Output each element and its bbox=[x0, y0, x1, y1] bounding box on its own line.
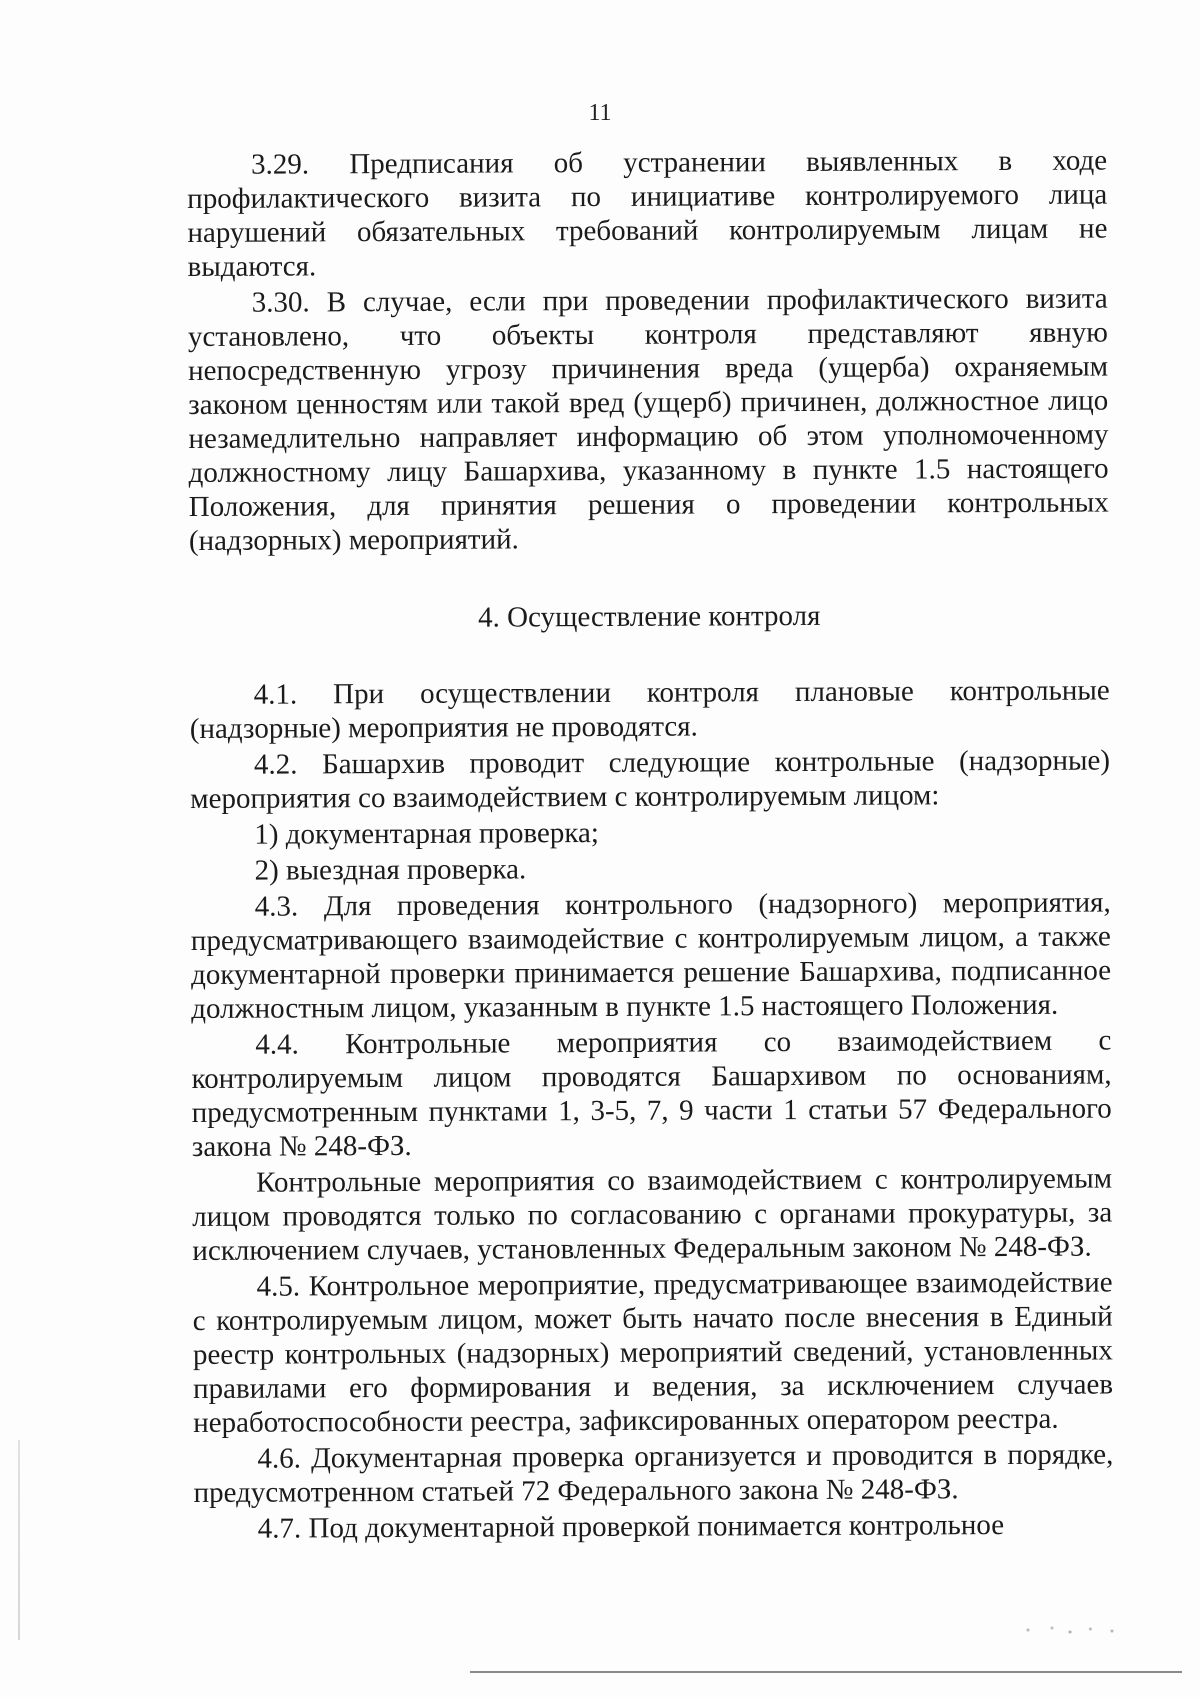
list-item-2: 2) выездная проверка. bbox=[254, 853, 527, 887]
scan-artifact-left-edge bbox=[18, 1440, 20, 1640]
paragraph-4-1: 4.1. При осуществлении контроля плановые контрольные (надзорные) мероприятия не проводятся. bbox=[189, 674, 1110, 745]
paragraph-4-4-continued: Контрольные мероприятия со взаимодействием с контролируемым лицом проводятся только по согласованию с органами прокуратуры, за исключением случаев, установленных Федеральным законом № 248-ФЗ. bbox=[192, 1162, 1113, 1267]
paragraph-4-3: 4.3. Для проведения контрольного (надзорного) мероприятия, предусматривающего взаимодействие с контролируемым лицом, а также документарной проверки принимается решение Башархива, подписанное должностным лицом, указанным в пункте 1.5 настоящего Положения. bbox=[190, 886, 1112, 1025]
paragraph-3-29: 3.29. Предписания об устранении выявленных в ходе профилактического визита по инициативе контролируемого лица нарушений обязательных требований контролируемым лицам не выдаются. bbox=[187, 144, 1108, 283]
paragraph-3-30: 3.30. В случае, если при проведении профилактического визита установлено, что объекты контроля представляют явную непосредственную угрозу причинения вреда (ущерба) охраняемым законом ценностям или такой вред (ущерб) причинен, должностное лицо незамедлительно направляет информацию об этом уполномоченному должностному лицу Башархива, указанному в пункте 1.5 настоящего Положения, для принятия решения о проведении контрольных (надзорных) мероприятий. bbox=[187, 282, 1109, 557]
scan-artifact-speckle bbox=[1016, 1620, 1136, 1640]
paragraph-4-4: 4.4. Контрольные мероприятия со взаимодействием с контролируемым лицом проводятся Башархивом по основаниям, предусмотренным пунктами 1, 3-5, 7, 9 части 1 статьи 57 Федерального закона № 248-ФЗ. bbox=[191, 1024, 1112, 1163]
paragraph-4-5: 4.5. Контрольное мероприятие, предусматривающее взаимодействие с контролируемым лицом, может быть начато после внесения в Единый реестр контрольных (надзорных) мероприятий сведений, установленных правилами его формирования и ведения, за исключением случаев неработоспособности реестра, зафиксированных оператором реестра. bbox=[192, 1266, 1114, 1439]
paragraph-4-2: 4.2. Башархив проводит следующие контрольные (надзорные) мероприятия со взаимодействием с контролируемым лицом: bbox=[190, 744, 1111, 815]
paragraph-4-7: 4.7. Под документарной проверкой понимается контрольное bbox=[257, 1509, 1005, 1545]
scan-artifact-bottom-line bbox=[470, 1671, 1182, 1673]
document-body bbox=[187, 144, 1114, 1548]
section-heading-4: 4. Осуществление контроля bbox=[478, 599, 821, 634]
page-number: 11 bbox=[588, 100, 612, 126]
list-item-1: 1) документарная проверка; bbox=[254, 816, 600, 851]
paragraph-4-6: 4.6. Документарная проверка организуется и проводится в порядке, предусмотренном статьей 72 Федерального закона № 248-ФЗ. bbox=[193, 1438, 1114, 1509]
